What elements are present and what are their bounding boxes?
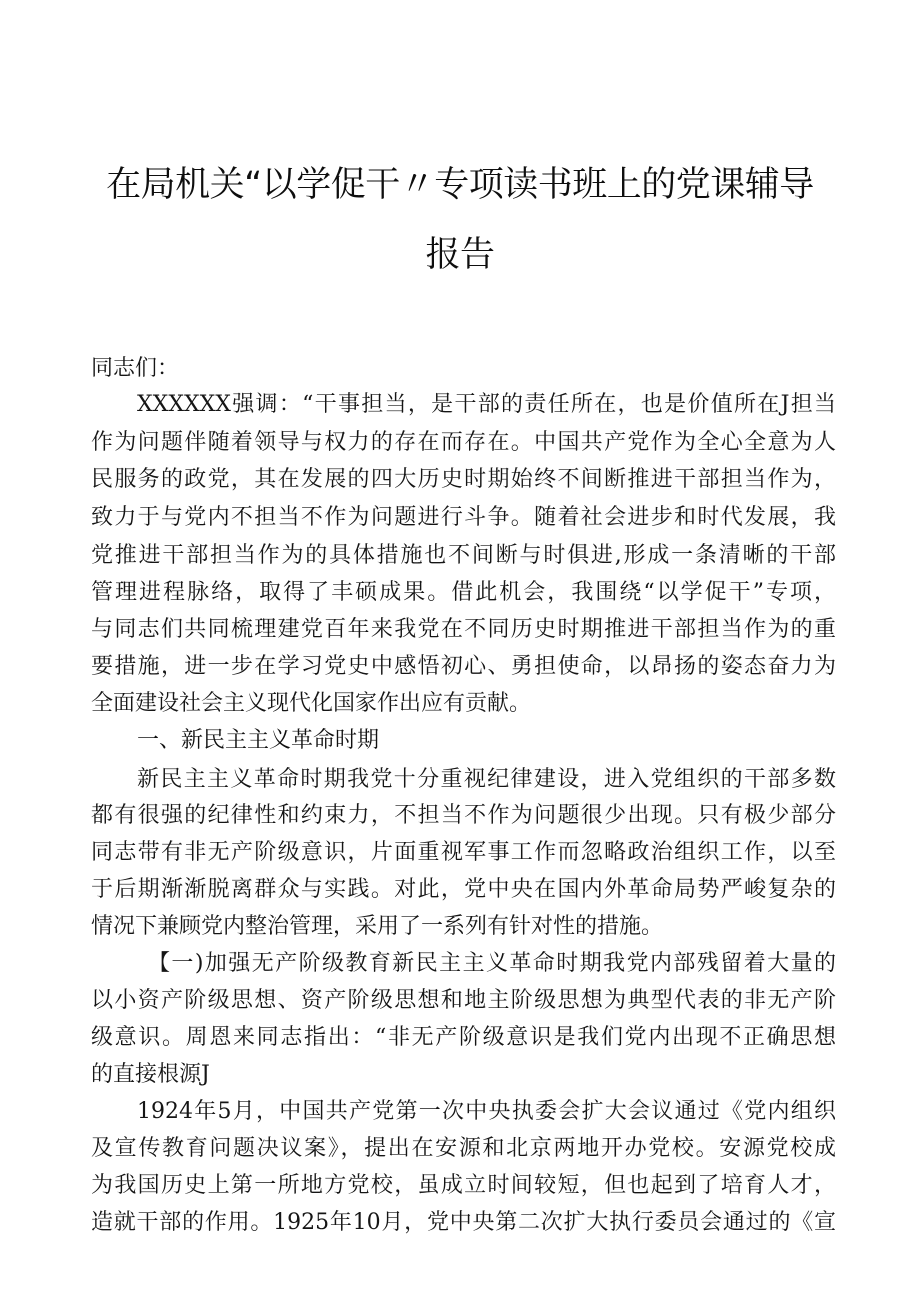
paragraph-1-line: 党推进干部担当作为的具体措施也不间断与时俱进,形成一条清晰的干部: [91, 543, 836, 568]
paragraph-2-line: 新民主主义革命时期我党十分重视纪律建设，进入党组织的干部多数: [137, 767, 836, 792]
salutation: 同志们：: [91, 356, 180, 381]
document-title-line-1: 在局机关“以学促干〃专项读书班上的党课辅导: [106, 165, 814, 205]
document-title-line-2: 报告: [425, 235, 495, 275]
paragraph-1-line: 作为问题伴随着领导与权力的存在而存在。中国共产党作为全心全意为人: [91, 430, 836, 455]
paragraph-1-line: 与同志们共同梳理建党百年来我党在不同历史时期推进干部担当作为的重: [91, 617, 836, 642]
paragraph-3-line: 的直接根源J: [91, 1062, 210, 1087]
paragraph-2-line: 都有很强的纪律性和约束力，不担当不作为问题很少出现。只有极少部分: [91, 803, 836, 828]
paragraph-1-line: 致力于与党内不担当不作为问题进行斗争。随着社会进步和时代发展，我: [91, 505, 836, 530]
paragraph-1-line: 要措施，进一步在学习党史中感悟初心、勇担使命，以昂扬的姿态奋力为: [91, 654, 836, 679]
paragraph-2-line: 于后期渐渐脱离群众与实践。对此，党中央在国内外革命局势严峻复杂的: [91, 877, 836, 902]
paragraph-1-line: 民服务的政党，其在发展的四大历史时期始终不间断推进干部担当作为，: [91, 467, 836, 492]
paragraph-3-line: 级意识。周恩来同志指出：“非无产阶级意识是我们党内出现不正确思想: [91, 1025, 836, 1050]
paragraph-1-line: 管理进程脉络，取得了丰硕成果。借此机会，我围绕“以学促干”专项，: [91, 580, 836, 605]
paragraph-1-line: XXXXXX强调：“干事担当，是干部的责任所在，也是价值所在J担当: [137, 392, 836, 417]
paragraph-4-line: 1924年5月，中国共产党第一次中央执委会扩大会议通过《党内组织: [137, 1099, 836, 1124]
paragraph-4-line: 为我国历史上第一所地方党校，虽成立时间较短，但也起到了培育人才，: [91, 1173, 836, 1198]
paragraph-3-line: 【一)加强无产阶级教育新民主主义革命时期我党内部残留着大量的: [148, 951, 836, 976]
paragraph-4-line: 及宣传教育问题决议案》，提出在安源和北京两地开办党校。安源党校成: [91, 1136, 836, 1161]
paragraph-3-line: 以小资产阶级思想、资产阶级思想和地主阶级思想为典型代表的非无产阶: [91, 988, 836, 1013]
paragraph-2-line: 情况下兼顾党内整治管理，采用了一系列有针对性的措施。: [91, 914, 664, 939]
paragraph-4-line: 造就干部的作用。1925年10月，党中央第二次扩大执行委员会通过的《宣: [91, 1210, 836, 1235]
paragraph-2-line: 同志带有非无产阶级意识，片面重视军事工作而忽略政治组织工作，以至: [91, 840, 836, 865]
paragraph-1-line: 全面建设社会主义现代化国家作出应有贡献。: [91, 691, 532, 716]
section-heading: 一、新民主主义革命时期: [137, 728, 380, 753]
